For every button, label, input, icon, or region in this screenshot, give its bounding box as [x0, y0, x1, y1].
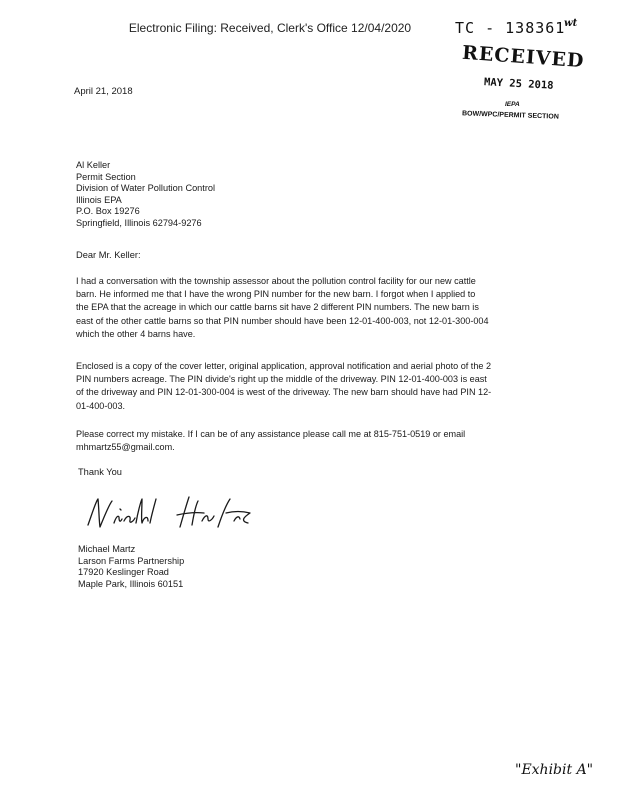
salutation: Dear Mr. Keller:: [76, 250, 141, 260]
recipient-line: Al Keller: [76, 160, 111, 170]
stamp-agency: IEPA: [505, 101, 520, 108]
paragraph-line: PIN numbers acreage. The PIN divide's right up the middle of the driveway. PIN 12-01-400-003 is east: [76, 374, 487, 385]
signer-block: [78, 544, 184, 590]
body-paragraph: [76, 275, 542, 341]
closing: Thank You: [78, 467, 122, 477]
filing-header: Electronic Filing: Received, Clerk's Office 12/04/2020: [128, 21, 412, 35]
recipient-line: Springfield, Illinois 62794-9276: [76, 217, 202, 228]
paragraph-line: barn. He informed me that I have the wrong PIN number for the new barn. I forgot when I applied to: [76, 289, 476, 300]
body-paragraph: [76, 428, 542, 454]
recipient-line: Division of Water Pollution Control: [76, 183, 216, 194]
paragraph-line: which the other 4 barns have.: [76, 328, 196, 339]
signer-line: Michael Martz: [78, 544, 136, 554]
paragraph-line: of the driveway and PIN 12-01-300-004 is west of the driveway. The new barn should have had PIN 12-: [76, 387, 492, 398]
paragraph-line: Please correct my mistake. If I can be of any assistance please call me at 815-751-0519 or email: [76, 429, 466, 439]
body-paragraph: [76, 360, 542, 413]
stamp-doc-number: TC - 138361: [455, 19, 566, 37]
exhibit-label: "Exhibit A": [515, 762, 594, 778]
paragraph-line: I had a conversation with the township assessor about the pollution control facility for our new cattle: [76, 276, 476, 286]
recipient-line: P.O. Box 19276: [76, 206, 140, 217]
recipient-line: Illinois EPA: [76, 194, 122, 205]
signer-line: Larson Farms Partnership: [78, 555, 185, 566]
recipient-line: Permit Section: [76, 171, 136, 182]
signature-image: [84, 493, 264, 537]
paragraph-line: 01-400-003.: [76, 400, 126, 411]
recipient-address: [76, 160, 215, 230]
paragraph-line: Enclosed is a copy of the cover letter, original application, approval notification and aerial photo of the 2: [76, 361, 492, 371]
signer-line: 17920 Keslinger Road: [78, 567, 169, 578]
stamp-date: MAY 25 2018: [483, 76, 554, 92]
paragraph-line: mhmartz55@gmail.com.: [76, 442, 175, 453]
paragraph-line: the EPA that the acreage in which our cattle barns sit have 2 different PIN numbers. The new barn is: [76, 302, 479, 313]
paragraph-line: east of the other cattle barns so that PIN number should have been 12-01-400-003, not 12-01-300-004: [76, 315, 489, 326]
stamp-initials: wt: [564, 18, 578, 29]
signer-line: Maple Park, Illinois 60151: [78, 578, 184, 589]
stamp-section: BOW/WPC/PERMIT SECTION: [461, 110, 559, 121]
letter-date: April 21, 2018: [74, 86, 133, 97]
stamp-received: RECEIVED: [461, 41, 586, 73]
